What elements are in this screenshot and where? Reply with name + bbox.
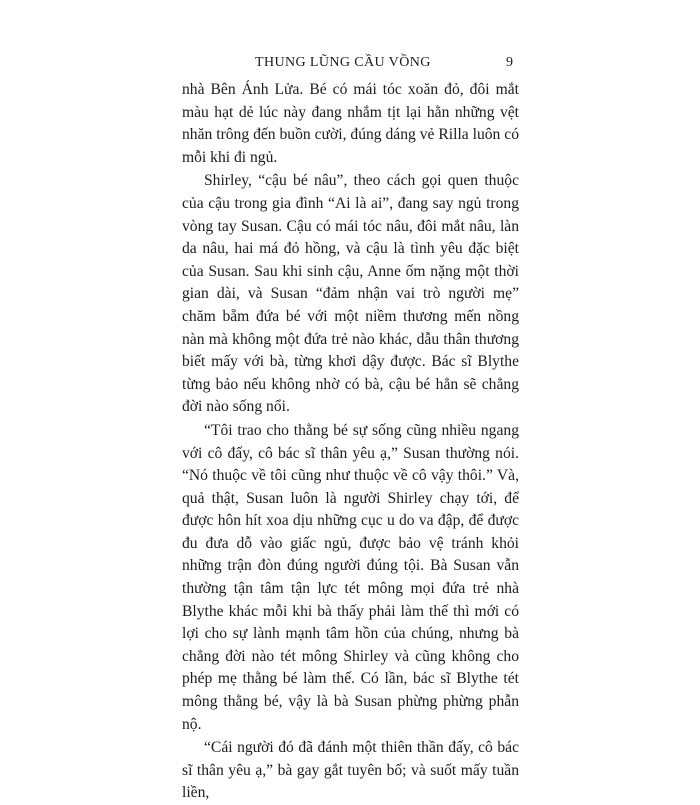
page-number: 9 — [506, 55, 513, 70]
paragraph: nhà Bên Ánh Lửa. Bé có mái tóc xoăn đỏ, đôi mắt màu hạt dẻ lúc này đang nhắm tịt lại hằn những vệt nhăn trông đến buồn cười, đúng dáng vẻ Rilla luôn có mỗi khi đi ngủ. — [182, 81, 519, 166]
paragraph: Shirley, “cậu bé nâu”, theo cách gọi quen thuộc của cậu trong gia đình “Ai là ai”, đang say ngủ trong vòng tay Susan. Cậu có mái tóc nâu, đôi mắt nâu, làn da nâu, hai má đỏ hồng, và cậu là tình yêu đặc biệt của Susan. Sau khi sinh cậu, Anne ốm nặng một thời gian dài, và Susan “đảm nhận vai trò người mẹ” chăm bẵm đứa bé với một niềm thương mến nồng nàn mà không một đứa trẻ nào khác, dẫu thân thương biết mấy với bà, từng khơi dậy được. Bác sĩ Blythe từng bảo nếu không nhờ có bà, cậu bé hẳn sẽ chẳng đời nào sống nổi. — [182, 172, 519, 416]
body-text — [182, 79, 519, 805]
running-title: THUNG LŨNG CẦU VỒNG — [255, 55, 431, 70]
paragraph: “Tôi trao cho thằng bé sự sống cũng nhiều ngang với cô đấy, cô bác sĩ thân yêu ạ,” Susan thường nói. “Nó thuộc về tôi cũng như thuộc về cô vậy thôi.” Và, quả thật, Susan luôn là người Shirley chạy tới, để được hôn hít xoa dịu những cục u do va đập, để được đu đưa dỗ vào giấc ngủ, được bảo vệ tránh khỏi những trận đòn đúng người đúng tội. Bà Susan vẫn thường tận tâm tận lực tét mông mọi đứa trẻ nhà Blythe khác mỗi khi bà thấy phải làm thế thì mới có lợi cho sự lành mạnh tâm hồn của chúng, nhưng bà chẳng đời nào tét mông Shirley và cũng không cho phép mẹ thằng bé làm thế. Có lần, bác sĩ Blythe tét mông thằng bé, vậy là bà Susan phừng phừng phẫn nộ. — [182, 421, 519, 733]
paragraph: “Cái người đó đã đánh một thiên thần đấy, cô bác sĩ thân yêu ạ,” bà gay gắt tuyên bố; và suốt mấy tuần liền, — [182, 739, 519, 802]
running-header — [0, 55, 700, 75]
